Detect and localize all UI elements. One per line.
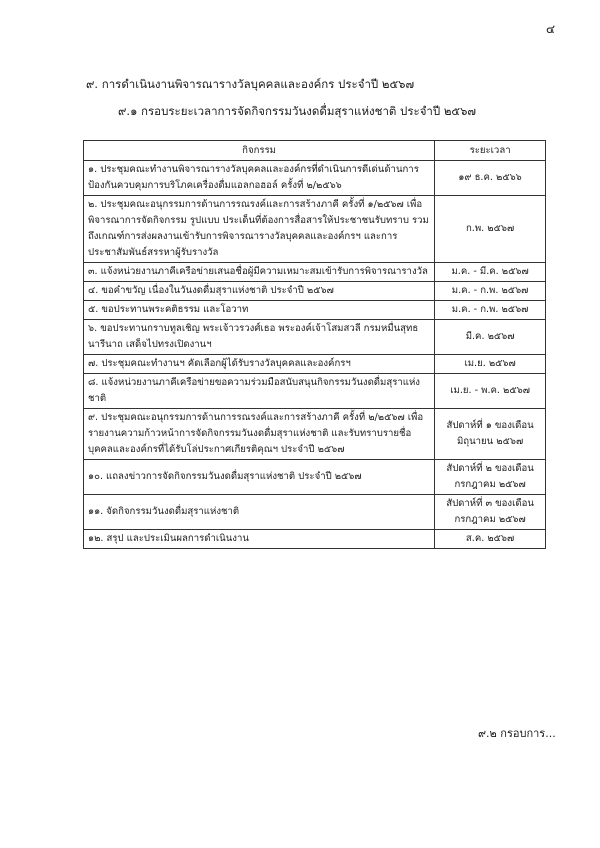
table-row <box>84 495 546 530</box>
period-cell: สัปดาห์ที่ ๑ ของเดือนมิถุนายน ๒๕๖๗ <box>435 409 546 460</box>
period-cell: ส.ค. ๒๕๖๗ <box>435 530 546 549</box>
period-cell: ๑๙ ธ.ค. ๒๕๖๖ <box>435 161 546 196</box>
activity-cell: ๖. ขอประทานกราบทูลเชิญ พระเจ้าวรวงศ์เธอ พระองค์เจ้าโสมสวลี กรมหมื่นสุทธนารีนาถ เสด็จไปทรงเปิดงานฯ <box>84 320 435 355</box>
table-row <box>84 460 546 495</box>
table-row <box>84 196 546 263</box>
activity-cell: ๗. ประชุมคณะทำงานฯ คัดเลือกผู้ได้รับรางวัลบุคคลและองค์กรฯ <box>84 355 435 374</box>
period-cell: ก.พ. ๒๕๖๗ <box>435 196 546 263</box>
table-row <box>84 282 546 301</box>
period-cell: ม.ค. - ก.พ. ๒๕๖๗ <box>435 301 546 320</box>
table-row <box>84 301 546 320</box>
table-header-row <box>84 141 546 161</box>
period-cell: มี.ค. ๒๕๖๗ <box>435 320 546 355</box>
table-row <box>84 409 546 460</box>
continuation-note: ๙.๒ กรอบการ... <box>478 727 556 740</box>
activity-cell: ๑๐. แถลงข่าวการจัดกิจกรรมวันงดดื่มสุราแห่งชาติ ประจำปี ๒๕๖๗ <box>84 460 435 495</box>
activity-cell: ๙. ประชุมคณะอนุกรรมการด้านการรณรงค์และการสร้างภาคี ครั้งที่ ๒/๒๕๖๗ เพื่อรายงานความก้าวหน้าการจัดกิจกรรมวันงดดื่มสุราแห่งชาติ และรับทราบรายชื่อบุคคลและองค์กรที่ได้รับโล่ประกาศเกียรติคุณฯ ประจำปี ๒๕๖๗ <box>84 409 435 460</box>
activity-cell: ๑๑. จัดกิจกรรมวันงดดื่มสุราแห่งชาติ <box>84 495 435 530</box>
activity-cell: ๑๒. สรุป และประเมินผลการดำเนินงาน <box>84 530 435 549</box>
period-cell: เม.ย. - พ.ค. ๒๕๖๗ <box>435 374 546 409</box>
period-cell: ม.ค. - มี.ค. ๒๕๖๗ <box>435 263 546 282</box>
column-header-activity: กิจกรรม <box>84 141 435 161</box>
section-heading: ๙. การดำเนินงานพิจารณารางวัลบุคคลและองค์กร ประจำปี ๒๕๖๗ <box>86 77 415 91</box>
period-cell: ม.ค. - ก.พ. ๒๕๖๗ <box>435 282 546 301</box>
activity-schedule-table <box>83 140 546 549</box>
table-row <box>84 161 546 196</box>
table-row <box>84 355 546 374</box>
table-row <box>84 320 546 355</box>
table-row <box>84 374 546 409</box>
activity-cell: ๓. แจ้งหน่วยงานภาคีเครือข่ายเสนอชื่อผู้มีความเหมาะสมเข้ารับการพิจารณารางวัล <box>84 263 435 282</box>
activity-cell: ๕. ขอประทานพระคติธรรม และโอวาท <box>84 301 435 320</box>
table-row <box>84 263 546 282</box>
subsection-heading: ๙.๑ กรอบระยะเวลาการจัดกิจกรรมวันงดดื่มสุราแห่งชาติ ประจำปี ๒๕๖๗ <box>118 104 477 118</box>
activity-cell: ๘. แจ้งหน่วยงานภาคีเครือข่ายขอความร่วมมือสนับสนุนกิจกรรมวันงดดื่มสุราแห่งชาติ <box>84 374 435 409</box>
activity-cell: ๔. ขอคำขวัญ เนื่องในวันงดดื่มสุราแห่งชาติ ประจำปี ๒๕๖๗ <box>84 282 435 301</box>
page-number: ๔ <box>546 22 556 36</box>
period-cell: สัปดาห์ที่ ๒ ของเดือนกรกฎาคม ๒๕๖๗ <box>435 460 546 495</box>
period-cell: สัปดาห์ที่ ๓ ของเดือนกรกฎาคม ๒๕๖๗ <box>435 495 546 530</box>
period-cell: เม.ย. ๒๕๖๗ <box>435 355 546 374</box>
column-header-period: ระยะเวลา <box>435 141 546 161</box>
activity-cell: ๑. ประชุมคณะทำงานพิจารณารางวัลบุคคลและองค์กรที่ดำเนินการดีเด่นด้านการป้องกันควบคุมการบริโภคเครื่องดื่มแอลกอฮอล์ ครั้งที่ ๒/๒๕๖๖ <box>84 161 435 196</box>
table-row <box>84 530 546 549</box>
activity-cell: ๒. ประชุมคณะอนุกรรมการด้านการรณรงค์และการสร้างภาคี ครั้งที่ ๑/๒๕๖๗ เพื่อพิจารณาการจัดกิจกรรม รูปแบบ ประเด็นที่ต้องการสื่อสารให้ประชาชนรับทราบ รวมถึงเกณฑ์การส่งผลงานเข้ารับการพิจารณารางวัลบุคคลและองค์กรฯ และการประชาสัมพันธ์สรรหาผู้รับรางวัล <box>84 196 435 263</box>
